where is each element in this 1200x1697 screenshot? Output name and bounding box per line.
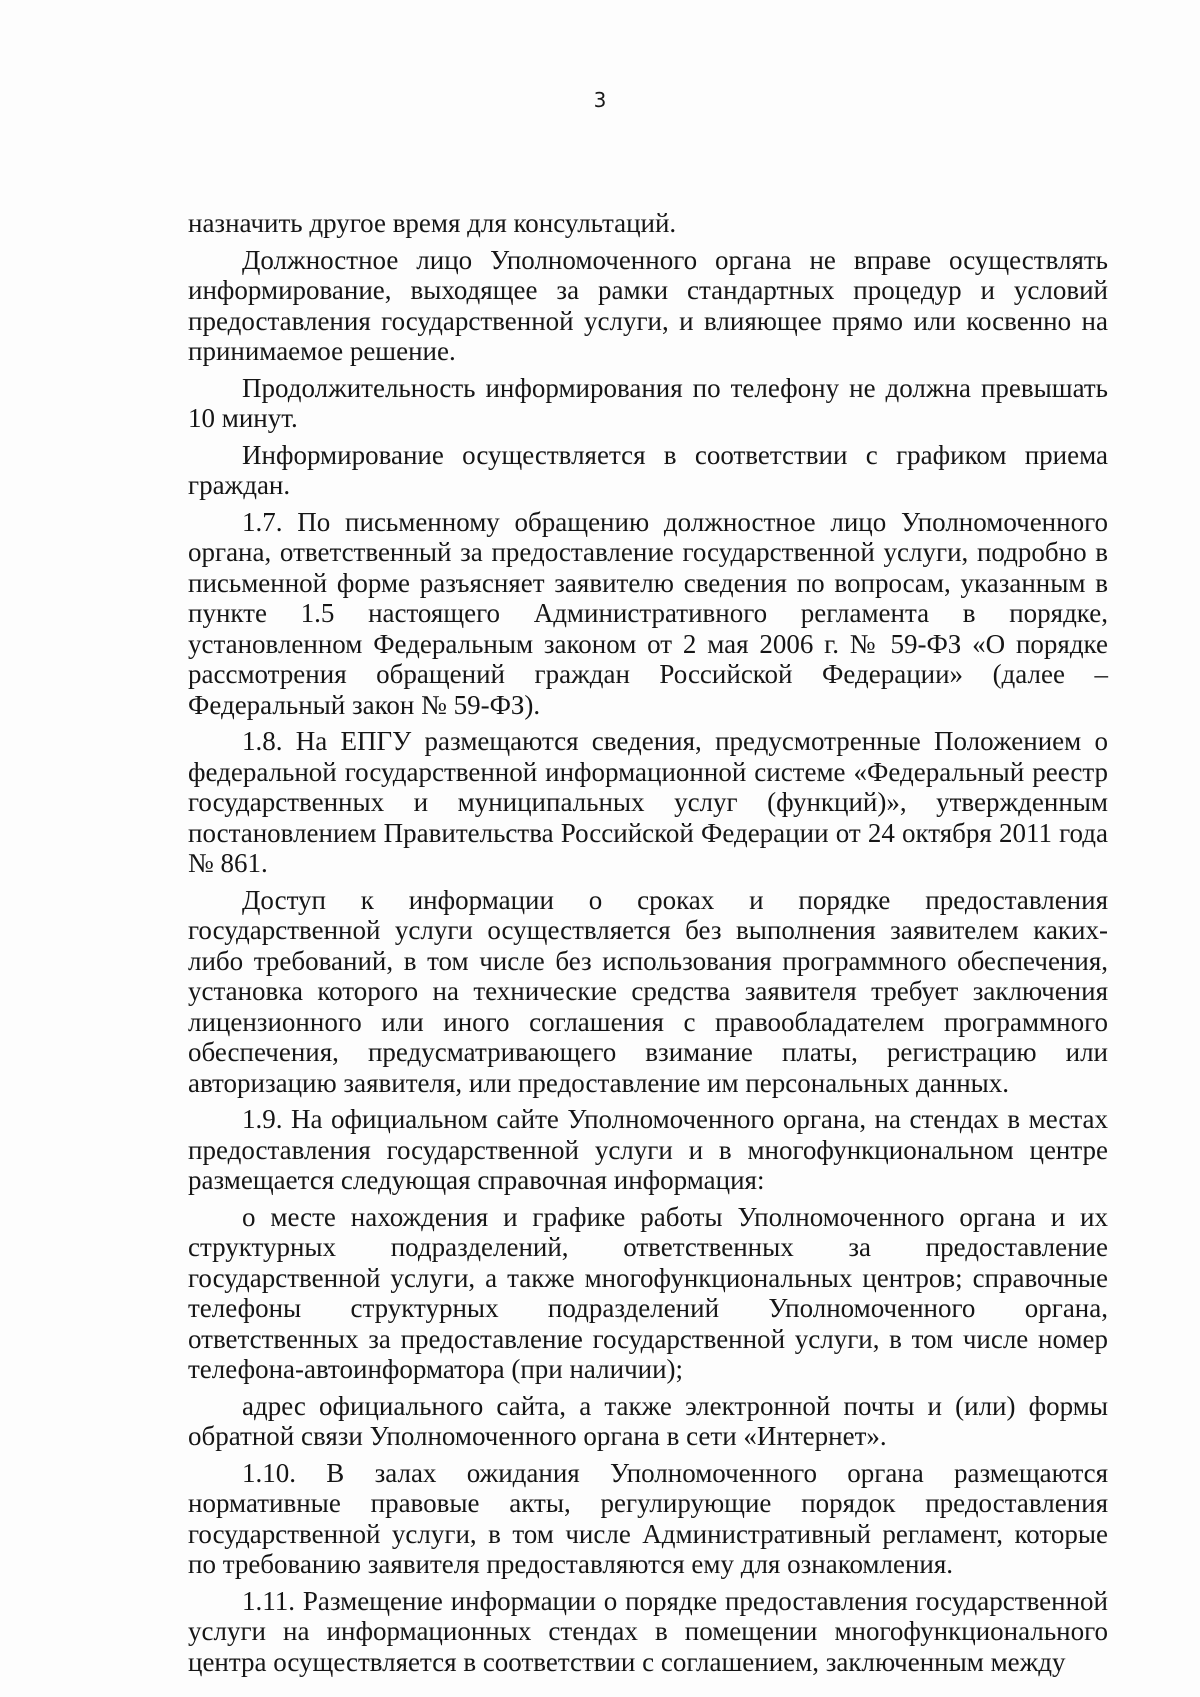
paragraph-reception-schedule: Информирование осуществляется в соответствии с графиком приема граждан. — [188, 439, 1108, 500]
paragraph-location-info: о месте нахождения и графике работы Уполномоченного органа и их структурных подразделений, ответственных за предоставление государственной услуги, а также многофункциональных центров; справочные телефоны структурных подразделений Уполномоченного органа, ответственных за предоставление государственной услуги, в том числе номер телефона-автоинформатора (при наличии); — [188, 1201, 1108, 1384]
paragraph-1-11: 1.11. Размещение информации о порядке предоставления государственной услуги на информационных стендах в помещении многофункционального центра осуществляется в соответствии с соглашением, заключенным между — [188, 1585, 1108, 1677]
document-body — [188, 208, 1108, 1683]
paragraph-access-info: Доступ к информации о сроках и порядке предоставления государственной услуги осуществляется без выполнения заявителем каких-либо требований, в том числе без использования программного обеспечения, установка которого на технические средства заявителя требует заключения лицензионного или иного соглашения с правообладателем программного обеспечения, предусматривающего взимание платы, регистрацию или авторизацию заявителя, или предоставление им персональных данных. — [188, 884, 1108, 1098]
paragraph-1-8: 1.8. На ЕПГУ размещаются сведения, предусмотренные Положением о федеральной государственной информационной системе «Федеральный реестр государственных и муниципальных услуг (функций)», утвержденным постановлением Правительства Российской Федерации от 24 октября 2011 года № 861. — [188, 726, 1108, 878]
paragraph-phone-duration: Продолжительность информирования по телефону не должна превышать 10 минут. — [188, 372, 1108, 433]
page-number: 3 — [593, 88, 607, 112]
paragraph-website-address: адрес официального сайта, а также электронной почты и (или) формы обратной связи Уполномоченного органа в сети «Интернет». — [188, 1390, 1108, 1451]
paragraph-official-limits: Должностное лицо Уполномоченного органа не вправе осуществлять информирование, выходящее за рамки стандартных процедур и условий предоставления государственной услуги, и влияющее прямо или косвенно на принимаемое решение. — [188, 244, 1108, 366]
paragraph-1-10: 1.10. В залах ожидания Уполномоченного органа размещаются нормативные правовые акты, регулирующие порядок предоставления государственной услуги, в том числе Административный регламент, которые по требованию заявителя предоставляются ему для ознакомления. — [188, 1457, 1108, 1579]
paragraph-1-9: 1.9. На официальном сайте Уполномоченного органа, на стендах в местах предоставления государственной услуги и в многофункциональном центре размещается следующая справочная информация: — [188, 1104, 1108, 1195]
paragraph-1-7: 1.7. По письменному обращению должностное лицо Уполномоченного органа, ответственный за предоставление государственной услуги, подробно в письменной форме разъясняет заявителю сведения по вопросам, указанным в пункте 1.5 настоящего Административного регламента в порядке, установленном Федеральным законом от 2 мая 2006 г. № 59-ФЗ «О порядке рассмотрения обращений граждан Российской Федерации» (далее – Федеральный закон № 59-ФЗ). — [188, 506, 1108, 720]
paragraph-continuation: назначить другое время для консультаций. — [188, 208, 677, 238]
